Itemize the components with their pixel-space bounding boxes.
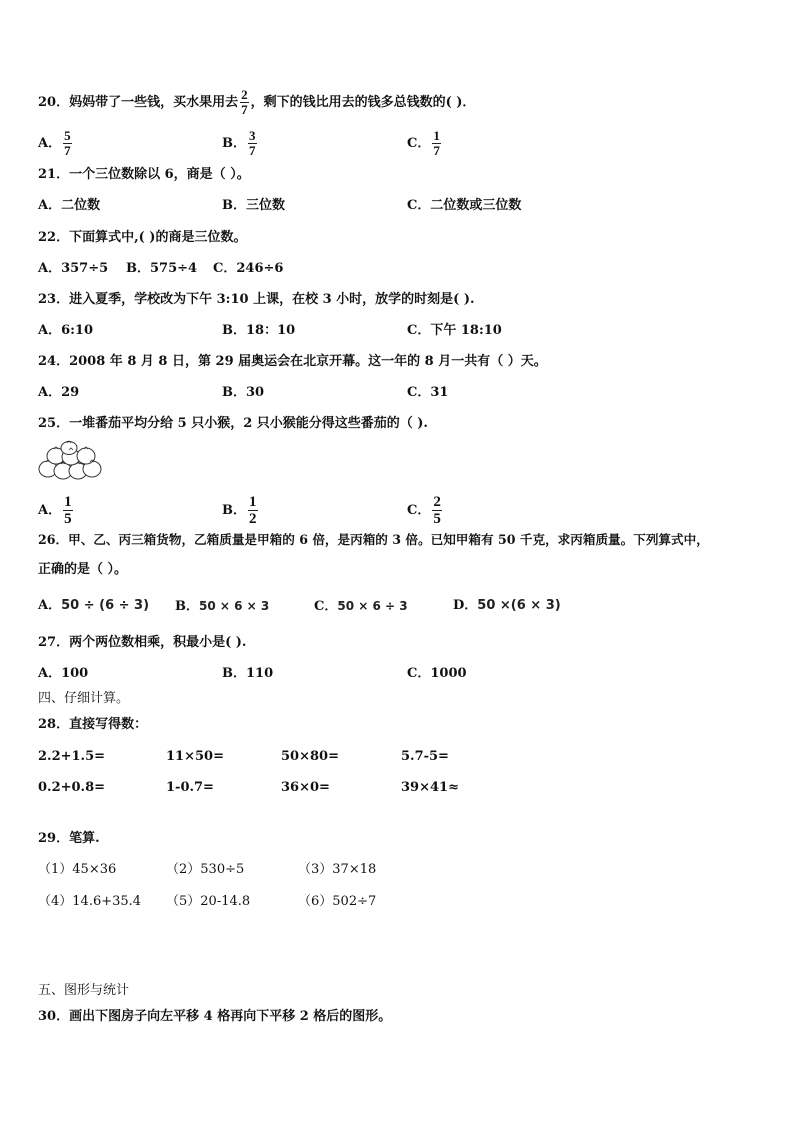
q25-option-c: C． $\frac{2}{5}$ [407,494,441,527]
q27-option-b: B．110 [222,666,274,681]
tomatoes-image [36,440,104,480]
q22-option-b: B．575÷4 [126,261,198,276]
question-24: 24．2008 年 8 月 8 日，第 29 届奥运会在北京开幕。这一年的 8 月一共有（ ）天。 [38,354,547,369]
question-25: 25．一堆番茄平均分给 5 只小猴，2 只小猴能分得这些番茄的（ ). [38,416,428,431]
section-5-heading: 五、图形与统计 [38,983,130,998]
q20-option-c: C． $\frac{1}{7}$ [407,128,440,158]
q20-option-a: A． $\frac{5}{7}$ [38,128,71,158]
q22-option-c: C．246÷6 [213,261,284,276]
q28-item-6: 1-0.7= [166,780,214,795]
q29-item-1: （1）45×36 [38,862,117,877]
q21-option-c: C．二位数或三位数 [407,198,522,213]
q25-option-a: A． $\frac{1}{5}$ [38,494,72,527]
question-26-line1: 26．甲、乙、丙三箱货物，乙箱质量是甲箱的 6 倍，是丙箱的 3 倍。已知甲箱有 50 千克，求丙箱质量。下列算式中， [38,532,709,547]
q26-option-c: C．50 × 6 ÷ 3 [314,599,408,614]
q23-option-a: A．6:10 [38,323,94,338]
q23-option-b: B．18：10 [222,323,296,338]
q28-item-4: 5.7-5= [401,749,449,764]
q29-item-5: （5）20-14.8 [166,894,251,909]
q29-item-6: （6）502÷7 [298,894,377,909]
q26-option-d: D．50 ×(6 × 3) [453,598,561,613]
q24-option-a: A．29 [38,385,80,400]
section-4-heading: 四、仔细计算。 [38,691,130,706]
question-29: 29．笔算. [38,831,100,846]
q28-item-2: 11×50= [166,749,224,764]
fraction-2-7: $\frac{2}{7}$ [241,87,248,117]
question-20: 20．妈妈带了一些钱，买水果用去 $\frac{2}{7}$ ，剩下的钱比用去的钱多总钱数的( )． [38,87,476,117]
q24-option-c: C．31 [407,385,449,400]
q21-option-b: B．三位数 [222,198,285,213]
q28-item-8: 39×41≈ [401,780,459,795]
question-28: 28．直接写得数： [38,717,148,732]
question-27: 27．两个两位数相乘，积最小是( ). [38,635,247,650]
question-21: 21．一个三位数除以 6，商是（ ）。 [38,167,250,182]
q27-option-c: C．1000 [407,666,467,681]
q22-option-a: A．357÷5 [38,261,109,276]
q20-option-b: B． $\frac{3}{7}$ [222,128,256,158]
q23-option-c: C．下午 18:10 [407,323,502,338]
question-26-line2: 正确的是（ ）。 [38,562,128,577]
q29-item-3: （3）37×18 [298,862,377,877]
question-23: 23．进入夏季，学校改为下午 3:10 上课，在校 3 小时，放学的时刻是( ). [38,292,475,307]
q27-option-a: A．100 [38,666,89,681]
q21-option-a: A．二位数 [38,198,101,213]
q28-item-7: 36×0= [281,780,330,795]
q28-item-3: 50×80= [281,749,339,764]
question-30: 30．画出下图房子向左平移 4 格再向下平移 2 格后的图形。 [38,1009,392,1024]
q28-item-1: 2.2+1.5= [38,749,106,764]
q24-option-b: B．30 [222,385,265,400]
q29-item-4: （4）14.6+35.4 [38,894,142,909]
q28-item-5: 0.2+0.8= [38,780,106,795]
q29-item-2: （2）530÷5 [166,862,245,877]
question-22: 22．下面算式中,( )的商是三位数。 [38,230,247,245]
q26-option-a: A．50 ÷ (6 ÷ 3) [38,598,150,613]
q25-option-b: B． $\frac{1}{2}$ [222,494,257,527]
q26-option-b: B．50 × 6 × 3 [175,599,270,614]
